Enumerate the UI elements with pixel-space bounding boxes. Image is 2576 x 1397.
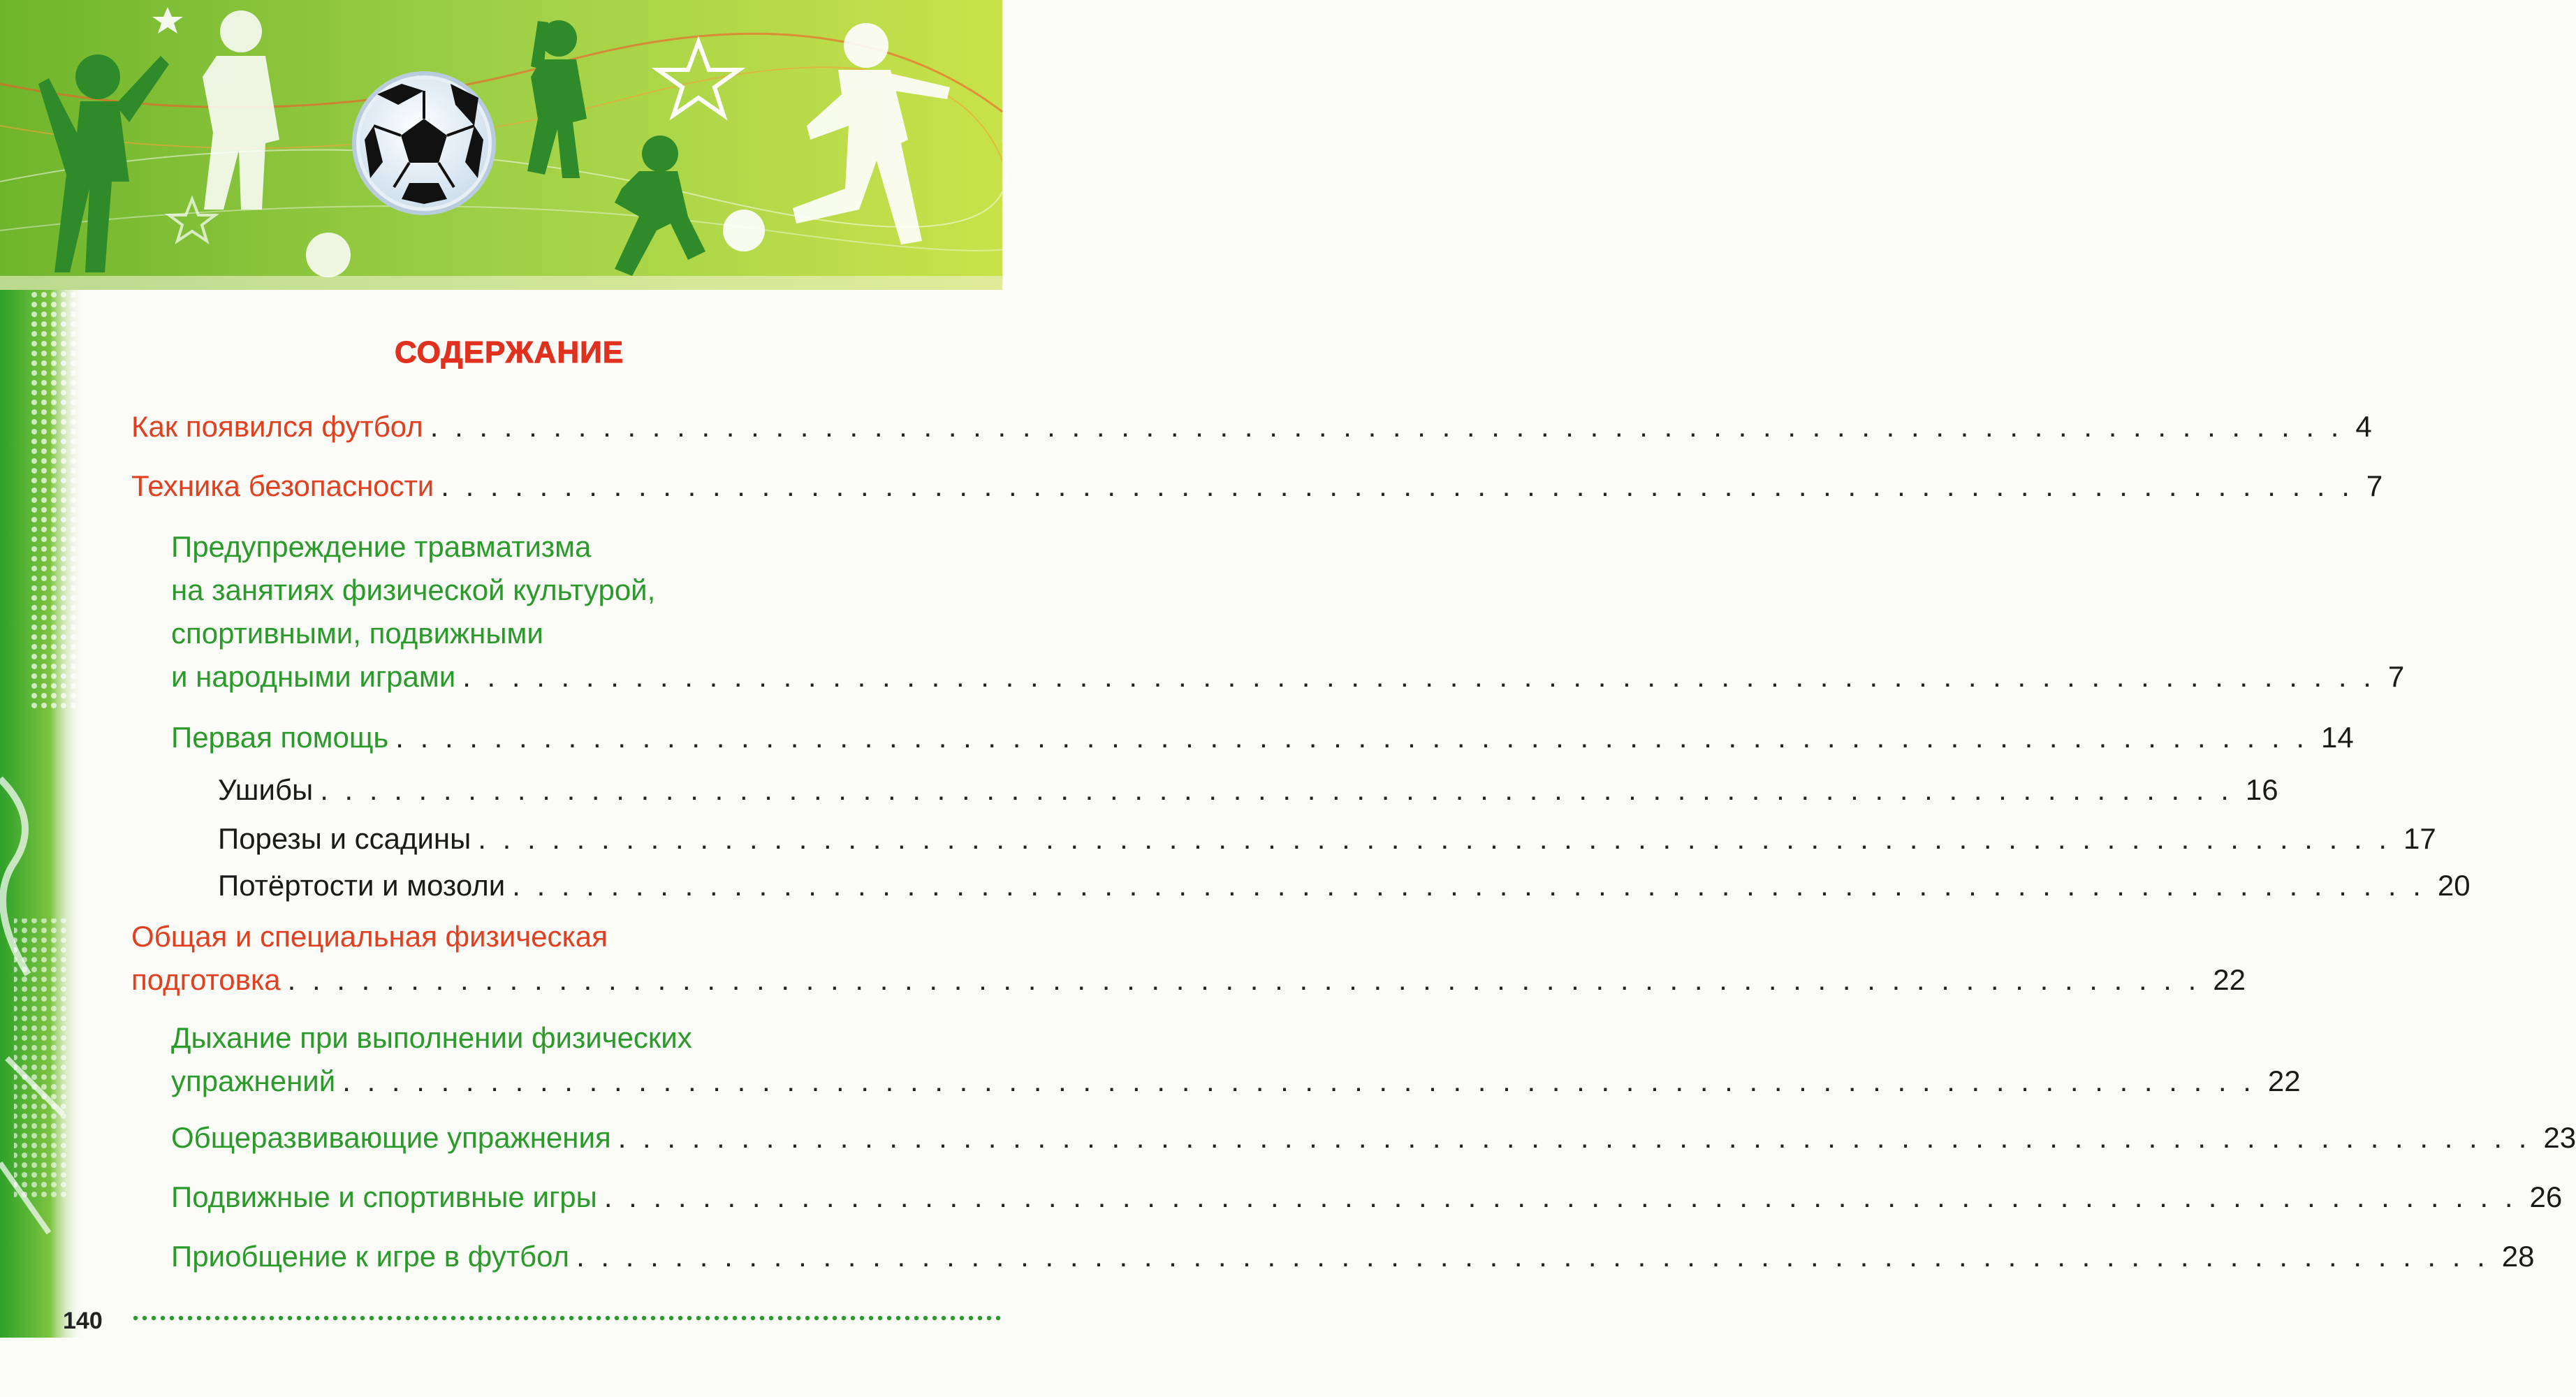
leader-dots — [462, 660, 2376, 693]
leader-dots — [512, 869, 2425, 902]
toc-page-number: 26 — [2529, 1180, 2563, 1213]
toc-entry-label: подготовка — [131, 963, 281, 996]
toc-entry — [171, 1235, 2535, 1278]
toc-entry — [171, 525, 2405, 698]
toc-entry — [171, 1176, 2563, 1219]
toc-entry-label: на занятиях физической культурой, — [171, 573, 656, 606]
leader-dots — [478, 822, 2391, 855]
footer-dotted-line — [133, 1315, 1002, 1321]
toc-entry-label: Общеразвивающие упражнения — [171, 1121, 611, 1154]
leader-dots — [320, 773, 2233, 806]
toc-entry — [218, 768, 2278, 812]
toc-entry — [218, 817, 2436, 861]
toc-entry-label: Подвижные и спортивные игры — [171, 1180, 597, 1213]
toc-entry — [218, 864, 2471, 907]
toc-entry — [171, 716, 2354, 759]
toc-page-number: 7 — [2387, 660, 2405, 693]
leader-dots — [342, 1065, 2255, 1097]
toc-entry-label: Предупреждение травматизма — [171, 530, 592, 563]
toc-entry — [131, 465, 2383, 508]
toc-entry-label: Приобщение к игре в футбол — [171, 1240, 570, 1273]
toc-page-number: 22 — [2213, 963, 2246, 996]
toc-entry-label: упражнений — [171, 1065, 336, 1097]
toc-page-number: 7 — [2366, 469, 2383, 502]
toc-page-number: 28 — [2501, 1240, 2535, 1273]
toc-entry — [131, 405, 2372, 448]
toc-entry-label: Порезы и ссадины — [218, 822, 471, 855]
toc-page-number: 23 — [2543, 1121, 2576, 1154]
leader-dots — [604, 1180, 2517, 1213]
toc-page-number: 4 — [2355, 410, 2372, 443]
toc-page-number: 20 — [2437, 869, 2471, 902]
toc-entry — [171, 1016, 2301, 1103]
toc-entry-label: Общая и специальная физическая — [131, 920, 608, 953]
leader-dots — [430, 410, 2343, 443]
leader-dots — [618, 1121, 2531, 1154]
toc-page-number: 14 — [2320, 721, 2354, 754]
toc-entry-label: и народными играми — [171, 660, 456, 693]
toc-entry-label: Первая помощь — [171, 721, 389, 754]
leader-dots — [395, 721, 2308, 754]
toc-entry-label: Потёртости и мозоли — [218, 869, 506, 902]
toc-page-number: 16 — [2245, 773, 2278, 806]
toc-entry-label: Дыхание при выполнении физических — [171, 1021, 692, 1054]
toc-entry-label: спортивными, подвижными — [171, 617, 543, 650]
page-title: СОДЕРЖАНИЕ — [395, 335, 624, 370]
leader-dots — [441, 469, 2354, 502]
toc-entry — [171, 1116, 2576, 1160]
toc-entry-label: Техника безопасности — [131, 469, 434, 502]
toc-page-number: 22 — [2267, 1065, 2301, 1097]
leader-dots — [288, 963, 2201, 996]
page-number: 140 — [63, 1308, 103, 1334]
toc-entry-label: Ушибы — [218, 773, 314, 806]
toc-entry-label: Как появился футбол — [131, 410, 423, 443]
leader-dots — [576, 1240, 2489, 1273]
toc-entry — [131, 915, 2246, 1002]
toc-page-number: 17 — [2403, 822, 2436, 855]
